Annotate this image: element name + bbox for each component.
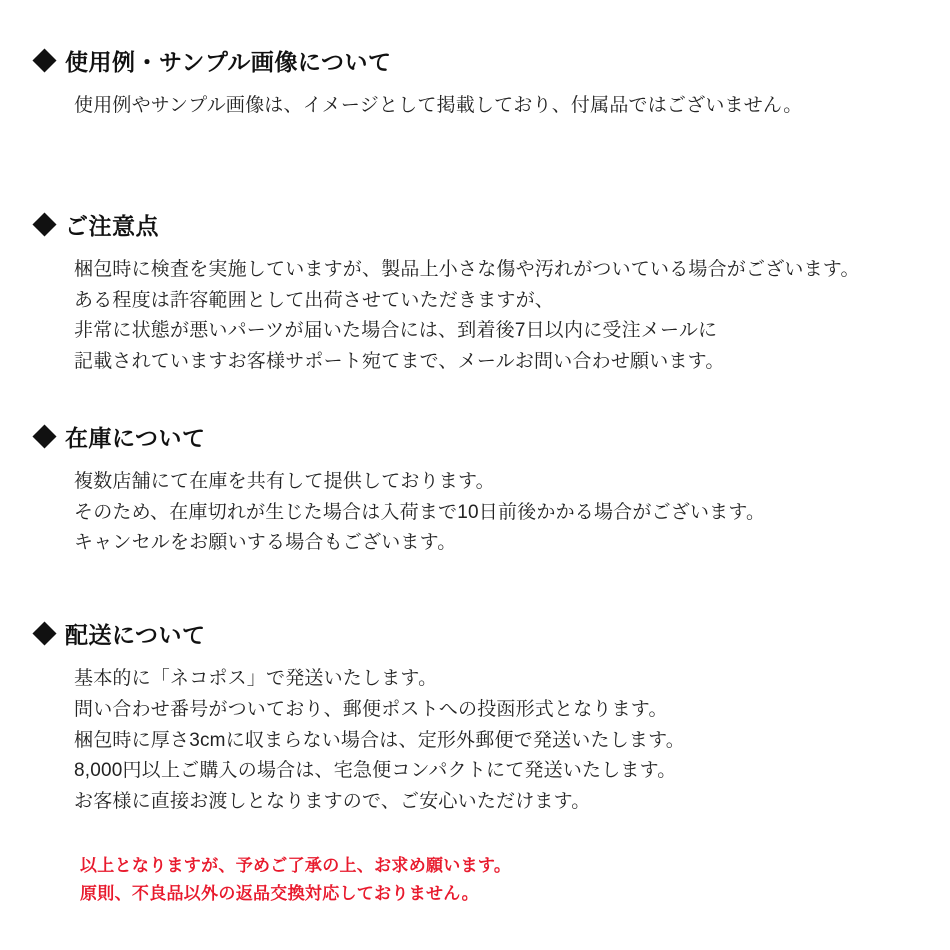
section-heading bbox=[36, 44, 914, 77]
section-sample-images bbox=[36, 44, 914, 122]
section-heading-label: ご注意点 bbox=[65, 212, 159, 239]
red-notice bbox=[36, 852, 914, 908]
section-cautions bbox=[36, 208, 914, 378]
diamond-bullet-icon bbox=[32, 48, 56, 72]
body-line: ある程度は許容範囲として出荷させていただきますが、 bbox=[74, 289, 555, 311]
spacer bbox=[36, 378, 914, 420]
body-line: 複数店舗にて在庫を共有して提供しております。 bbox=[74, 470, 495, 492]
body-line: 使用例やサンプル画像は、イメージとして掲載しており、付属品ではございません。 bbox=[74, 95, 803, 116]
body-line: 梱包時に検査を実施していますが、製品上小さな傷や汚れがついている場合がございます。 bbox=[74, 258, 860, 280]
notice-line: 以上となりますが、予めご了承の上、お求め願います。 bbox=[80, 855, 512, 875]
section-body bbox=[36, 664, 914, 818]
body-line: お客様に直接お渡しとなりますので、ご安心いただけます。 bbox=[74, 791, 591, 813]
diamond-bullet-icon bbox=[32, 212, 56, 236]
section-heading bbox=[36, 617, 914, 650]
section-shipping bbox=[36, 617, 914, 818]
body-line: 梱包時に厚さ3cmに収まらない場合は、定形外郵便で発送いたします。 bbox=[74, 729, 685, 751]
section-body bbox=[36, 255, 914, 378]
body-line: 非常に状態が悪いパーツが届いた場合には、到着後7日以内に受注メールに bbox=[74, 320, 718, 342]
section-heading-label: 在庫について bbox=[65, 424, 206, 451]
section-heading-label: 使用例・サンプル画像について bbox=[65, 49, 392, 75]
spacer bbox=[36, 559, 914, 617]
spacer bbox=[36, 122, 914, 208]
body-line: 8,000円以上ご購入の場合は、宅急便コンパクトにて発送いたします。 bbox=[74, 760, 677, 782]
body-line: そのため、在庫切れが生じた場合は入荷まで10日前後かかる場合がございます。 bbox=[74, 501, 766, 523]
diamond-bullet-icon bbox=[32, 424, 56, 448]
notice-line: 原則、不良品以外の返品交換対応しておりません。 bbox=[80, 884, 479, 903]
section-heading bbox=[36, 420, 914, 453]
section-body bbox=[36, 467, 914, 559]
section-stock bbox=[36, 420, 914, 559]
body-line: 記載されていますお客様サポート宛てまで、メールお問い合わせ願います。 bbox=[74, 351, 725, 373]
body-line: キャンセルをお願いする場合もございます。 bbox=[74, 532, 457, 554]
body-line: 基本的に「ネコポス」で発送いたします。 bbox=[74, 668, 438, 690]
diamond-bullet-icon bbox=[32, 622, 56, 646]
section-heading bbox=[36, 208, 914, 241]
section-heading-label: 配送について bbox=[65, 622, 206, 649]
body-line: 問い合わせ番号がついており、郵便ポストへの投函形式となります。 bbox=[74, 698, 668, 720]
section-body bbox=[36, 91, 914, 122]
